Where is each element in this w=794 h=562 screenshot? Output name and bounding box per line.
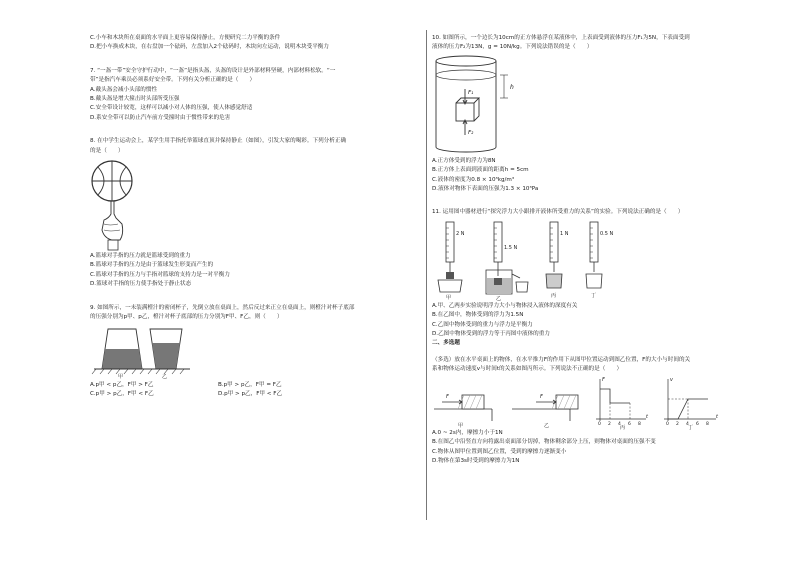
q9-option-c: C.p甲 > p乙，F甲 < F乙: [90, 390, 154, 397]
q10-stem-2: 液体的压力F₂为13N，g = 10N/kg。下列说法错误的是（ ）: [432, 44, 593, 51]
q7-option-d: D.系安全带可以防止汽车前方受撞时由于惯性带来的危害: [90, 114, 231, 121]
q7-option-a: A.戴头盔会减小头部的惯性: [90, 86, 158, 93]
q12-tick-6b: 6: [696, 421, 699, 427]
q8-option-c: C.篮球对手指的压力与手指对篮球的支持力是一对平衡力: [90, 271, 230, 278]
q11-option-b: B.在乙图中，物体受到的浮力为1.5N: [432, 312, 524, 319]
q12-label-ding: 丁: [688, 424, 694, 431]
q11-option-a: A.甲、乙两步实验说明浮力大小与物体浸入液体的深度有关: [432, 302, 578, 309]
q8-option-d: D.篮球对手指的压力使手指处于静止状态: [90, 281, 192, 288]
q12-label-f-yi: F: [540, 393, 543, 400]
q9-fig-label-yi: 乙: [162, 373, 168, 380]
q11-label-yi: 乙: [496, 295, 502, 302]
q12-tick-8b: 8: [706, 421, 709, 427]
q7-option-b: B.戴头盔是增大撞击时头部所受压强: [90, 96, 180, 103]
q8-stem-2: 的是（ ）: [90, 147, 124, 154]
q12-tick-2: 2: [608, 421, 611, 427]
q8-option-b: B.篮球对手指的压力是由于篮球发生形变而产生的: [90, 262, 214, 269]
q12-label-jia: 甲: [458, 422, 464, 429]
q12-label-yi: 乙: [544, 422, 550, 429]
q10-fig-label-h: h: [510, 83, 514, 91]
q11-reading-jia: 2 N: [456, 230, 465, 237]
q12-option-d: D.物体在第3s时受到的摩擦力为1N: [432, 457, 520, 464]
q12-axis-f: F: [602, 376, 605, 383]
question-9: [90, 304, 420, 400]
q10-option-c: C.液体的密度为0.8 × 10³kg/m³: [432, 176, 515, 183]
question-8: [90, 137, 420, 289]
q12-option-c: C.物体从图甲位置到图乙位置，受到的摩擦力逐渐变小: [432, 448, 567, 455]
q6-option-c: C.小车和木块所在桌面的水平面上更容易保持静止，方便研究二力平衡的条件: [90, 35, 281, 41]
q12-stem-1: （多选）放在水平桌面上的物体，在水平推力F的作用下从图甲位置运动到图乙位置，F的大小与时间的关: [432, 356, 691, 363]
q11-reading-bing: 1 N: [560, 230, 569, 237]
q12-axis-t-ding: t: [716, 413, 718, 420]
q11-label-bing: 丙: [551, 292, 557, 299]
q12-tick-4b: 4: [686, 421, 689, 427]
q12-stem-2: 系和物体运动速度v与时间t的关系如图丙所示。下列说法不正确的是（ ）: [432, 366, 623, 373]
cups-figure: [90, 323, 420, 381]
q12-label-bing: 丙: [620, 424, 626, 431]
q12-label-f-jia: F: [446, 393, 449, 400]
q12-option-b: B.在图乙中沿竖直方向将露出桌面部分切掉，物体剩余部分上压，则物体对桌面的压强不变: [432, 439, 656, 446]
q10-option-b: B.正方体上表面到液面的距离h = 5cm: [432, 167, 529, 174]
q9-option-b: B.p甲 > p乙，F甲 = F乙: [218, 381, 282, 388]
q12-tick-6: 6: [628, 421, 631, 427]
push-block-figure: [432, 375, 772, 429]
spring-scale-figure: [432, 218, 772, 302]
section-heading: 二、多选题: [432, 340, 460, 347]
q9-option-a: A.p甲 < p乙，F甲 > F乙: [90, 381, 154, 388]
column-divider: [426, 30, 427, 520]
left-column: [90, 34, 420, 399]
q9-option-d: D.p甲 > p乙，F甲 < F乙: [218, 390, 283, 397]
q11-label-ding: 丁: [591, 292, 597, 299]
right-column: [432, 34, 772, 466]
q7-stem-1: 7. “一盔一带”安全守护行动中，“一盔”是指头盔，头盔的设计是外部材料坚硬，内部材料松软。“一: [90, 67, 336, 74]
q12-tick-0: 0: [598, 421, 601, 427]
q12-option-a: A.0 ~ 2s内，摩擦力小于1N: [432, 429, 503, 436]
question-11: [432, 208, 772, 339]
q12-tick-8: 8: [638, 421, 641, 427]
q7-option-c: C.安全带设计较宽，这样可以减小对人体的压强，使人体感觉舒适: [90, 105, 253, 112]
q9-stem-1: 9. 如图所示，一未装满橙汁的密闭杯子，先倒立放在桌面上，然后反过来正立在桌面上，则橙汁对杯子底部: [90, 304, 355, 311]
q8-stem-1: 8. 在中学生运动会上，某学生用手指托举篮球直顶并保持静止（如图），引发大家的喝彩。下列分析正确: [90, 138, 347, 145]
question-12: [432, 356, 772, 466]
q11-option-d: D.乙图中物体受到的浮力等于丙图中液体的重力: [432, 331, 550, 338]
q12-tick-2b: 2: [676, 421, 679, 427]
question-7: [90, 67, 420, 123]
q12-tick-0b: 0: [666, 421, 669, 427]
q9-stem-2: 的压强分别为p甲、p乙，橙汁对杯子底部的压力分别为F甲、F乙，则（ ）: [90, 314, 283, 321]
q8-option-a: A.篮球对手指的压力就是篮球受到的重力: [90, 253, 191, 260]
q11-label-jia: 甲: [446, 294, 452, 301]
q12-tick-4: 4: [618, 421, 621, 427]
q11-reading-yi: 1.5 N: [504, 244, 518, 251]
q10-fig-label-f1: F₁: [468, 89, 474, 96]
q12-axis-t-bing: t: [646, 413, 648, 420]
q11-option-c: C.乙图中物体受到的重力与浮力是平衡力: [432, 321, 533, 328]
cube-in-liquid-figure: [432, 53, 772, 157]
q10-stem-1: 10. 如图所示，一个边长为10cm的正方体悬浮在某液体中，上表面受到液体的压力F₁为5N，下表面受到: [432, 35, 690, 41]
q10-option-d: D.液体对物体下表面的压强为1.3 × 10³Pa: [432, 186, 539, 193]
q7-stem-2: 带”是指汽车乘员必须系好安全带。下列有关分析正确的是（ ）: [90, 77, 256, 84]
question-10: [432, 34, 772, 194]
q9-fig-label-jia: 甲: [118, 373, 124, 380]
basketball-finger-figure: [90, 156, 420, 252]
q12-axis-v: v: [670, 376, 673, 383]
q10-option-a: A.正方体受到的浮力为8N: [432, 157, 496, 164]
q11-reading-ding: 0.5 N: [600, 230, 614, 237]
q6-option-d: D.把小车换成木块，在右盘加一个砝码，左盘加入2个砝码时，木块向左运动，说明木块受平衡力: [90, 44, 329, 51]
q11-stem: 11. 运用图中器材进行“探究浮力大小跟排开液体所受重力的关系”的实验。下列说法正确的是（ ）: [432, 209, 684, 216]
q10-fig-label-f2: F₂: [468, 129, 474, 136]
